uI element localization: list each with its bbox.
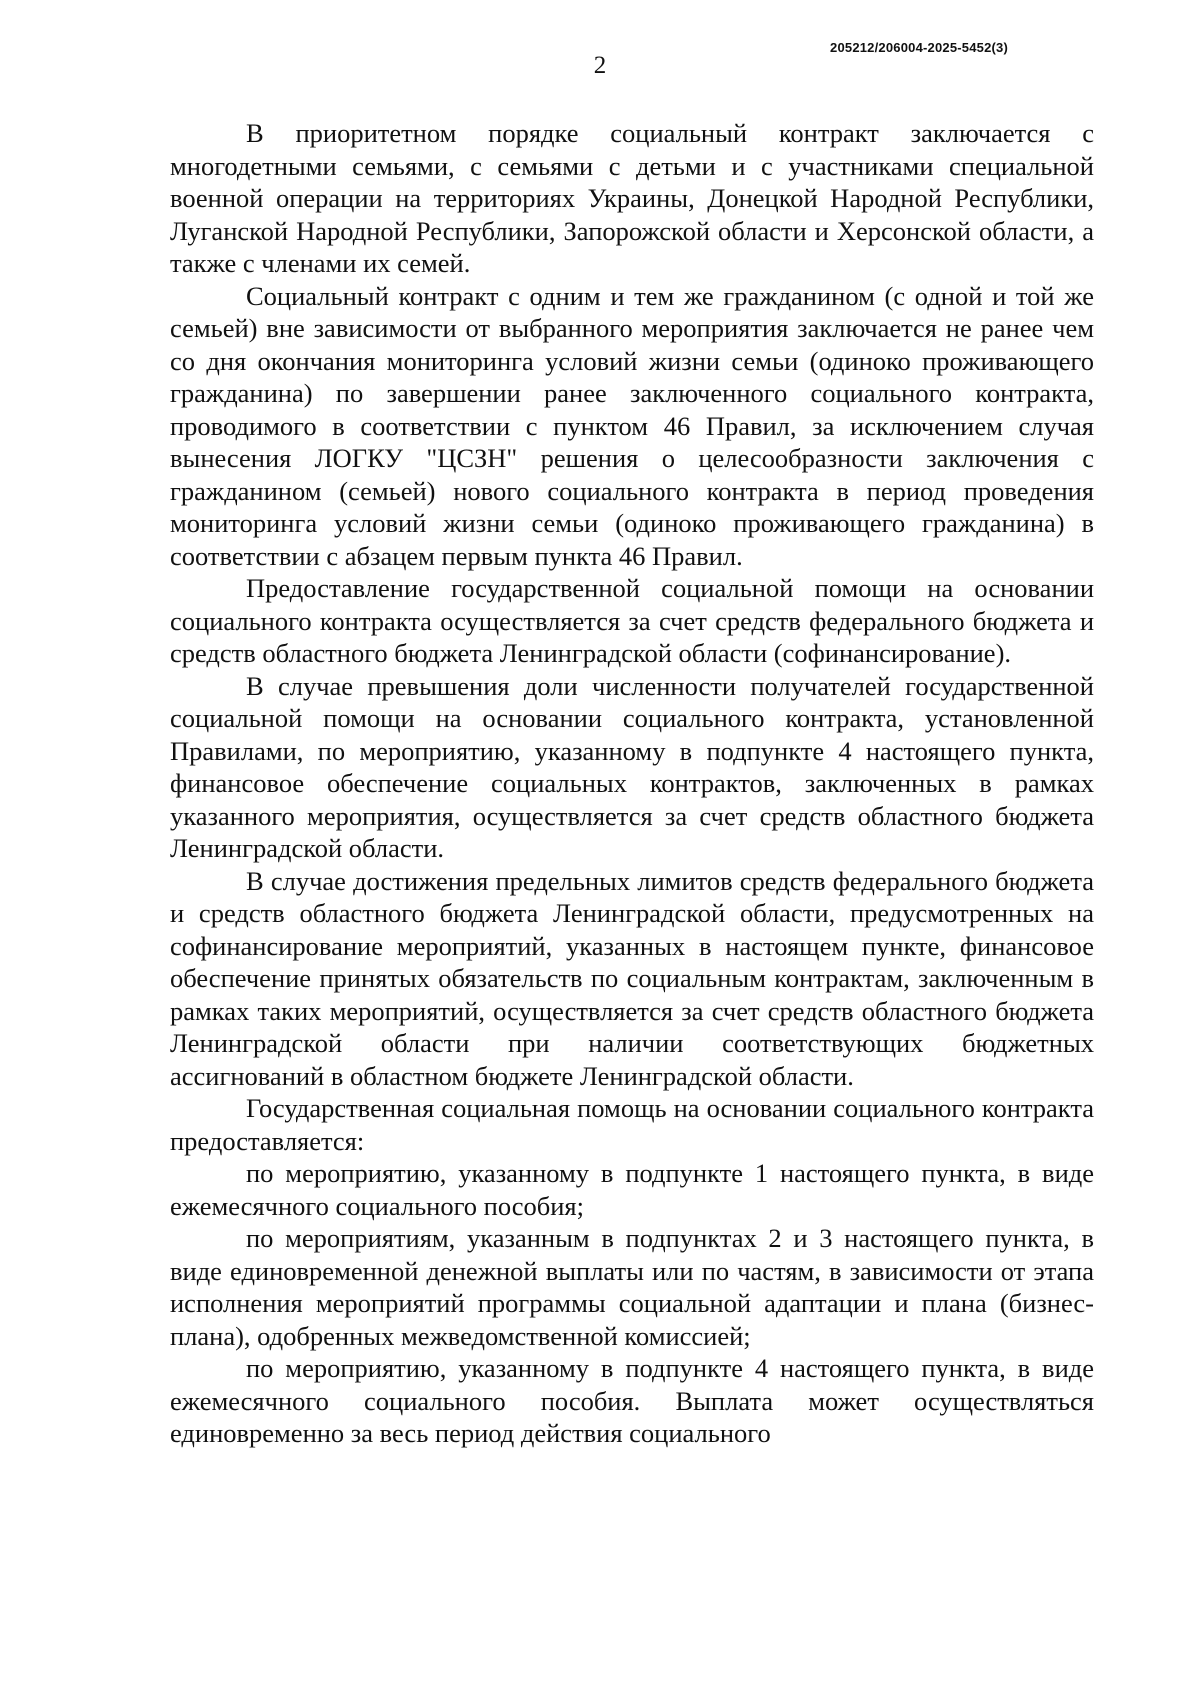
paragraph-funding-sources: Предоставление государственной социальной помощи на основании социального контракта осуществляется за счет средств федерального бюджета и средств областного бюджета Ленинградской области (софинансирование). bbox=[170, 573, 1094, 668]
paragraph-limits-reached: В случае достижения предельных лимитов средств федерального бюджета и средств областного бюджета Ленинградской области, предусмотренных на софинансирование мероприятий, указанных в настоящем пункте, финансовое обеспечение принятых обязательств по социальным контрактам, заключенным в рамках таких мероприятий, осуществляется за счет средств областного бюджета Ленинградской области при наличии соответствующих бюджетных ассигнований в областном бюджете Ленинградской области. bbox=[170, 865, 1094, 1091]
paragraph-measures-2-3: по мероприятиям, указанным в подпунктах 2 и 3 настоящего пункта, в виде единовременной денежной выплаты или по частям, в зависимости от этапа исполнения мероприятий программы социальной адаптации и плана (бизнес-плана), одобренных межведомственной комиссией; bbox=[170, 1223, 1094, 1351]
paragraph-priority-contract: В приоритетном порядке социальный контракт заключается с многодетными семьями, с семьями с детьми и с участниками специальной военной операции на территориях Украины, Донецкой Народной Республики, Луганской Народной Республики, Запорожской области и Херсонской области, а также с членами их семей. bbox=[170, 118, 1094, 278]
paragraph-measure-1: по мероприятию, указанному в подпункте 1 настоящего пункта, в виде ежемесячного социального пособия; bbox=[170, 1158, 1094, 1221]
paragraph-measure-4: по мероприятию, указанному в подпункте 4 настоящего пункта, в виде ежемесячного социального пособия. Выплата может осуществляться единовременно за весь период действия социального bbox=[170, 1353, 1094, 1448]
document-registration-number: 205212/206004-2025-5452(3) bbox=[830, 40, 1008, 55]
paragraph-assistance-provided: Государственная социальная помощь на основании социального контракта предоставляется: bbox=[170, 1093, 1094, 1156]
paragraph-repeat-contract: Социальный контракт с одним и тем же гражданином (с одной и той же семьей) вне зависимости от выбранного мероприятия заключается не ранее чем со дня окончания мониторинга условий жизни семьи (одиноко проживающего гражданина) по завершении ранее заключенного социального контракта, проводимого в соответствии с пунктом 46 Правил, за исключением случая вынесения ЛОГКУ "ЦСЗН" решения о целесообразности заключения с гражданином (семьей) нового социального контракта в период проведения мониторинга условий жизни семьи (одиноко проживающего гражданина) в соответствии с абзацем первым пункта 46 Правил. bbox=[170, 280, 1094, 571]
document-body bbox=[170, 117, 1094, 1450]
paragraph-share-exceeded: В случае превышения доли численности получателей государственной социальной помощи на основании социального контракта, установленной Правилами, по мероприятию, указанному в подпункте 4 настоящего пункта, финансовое обеспечение социальных контрактов, заключенных в рамках указанного мероприятия, осуществляется за счет средств областного бюджета Ленинградской области. bbox=[170, 670, 1094, 863]
page-number: 2 bbox=[593, 52, 607, 79]
